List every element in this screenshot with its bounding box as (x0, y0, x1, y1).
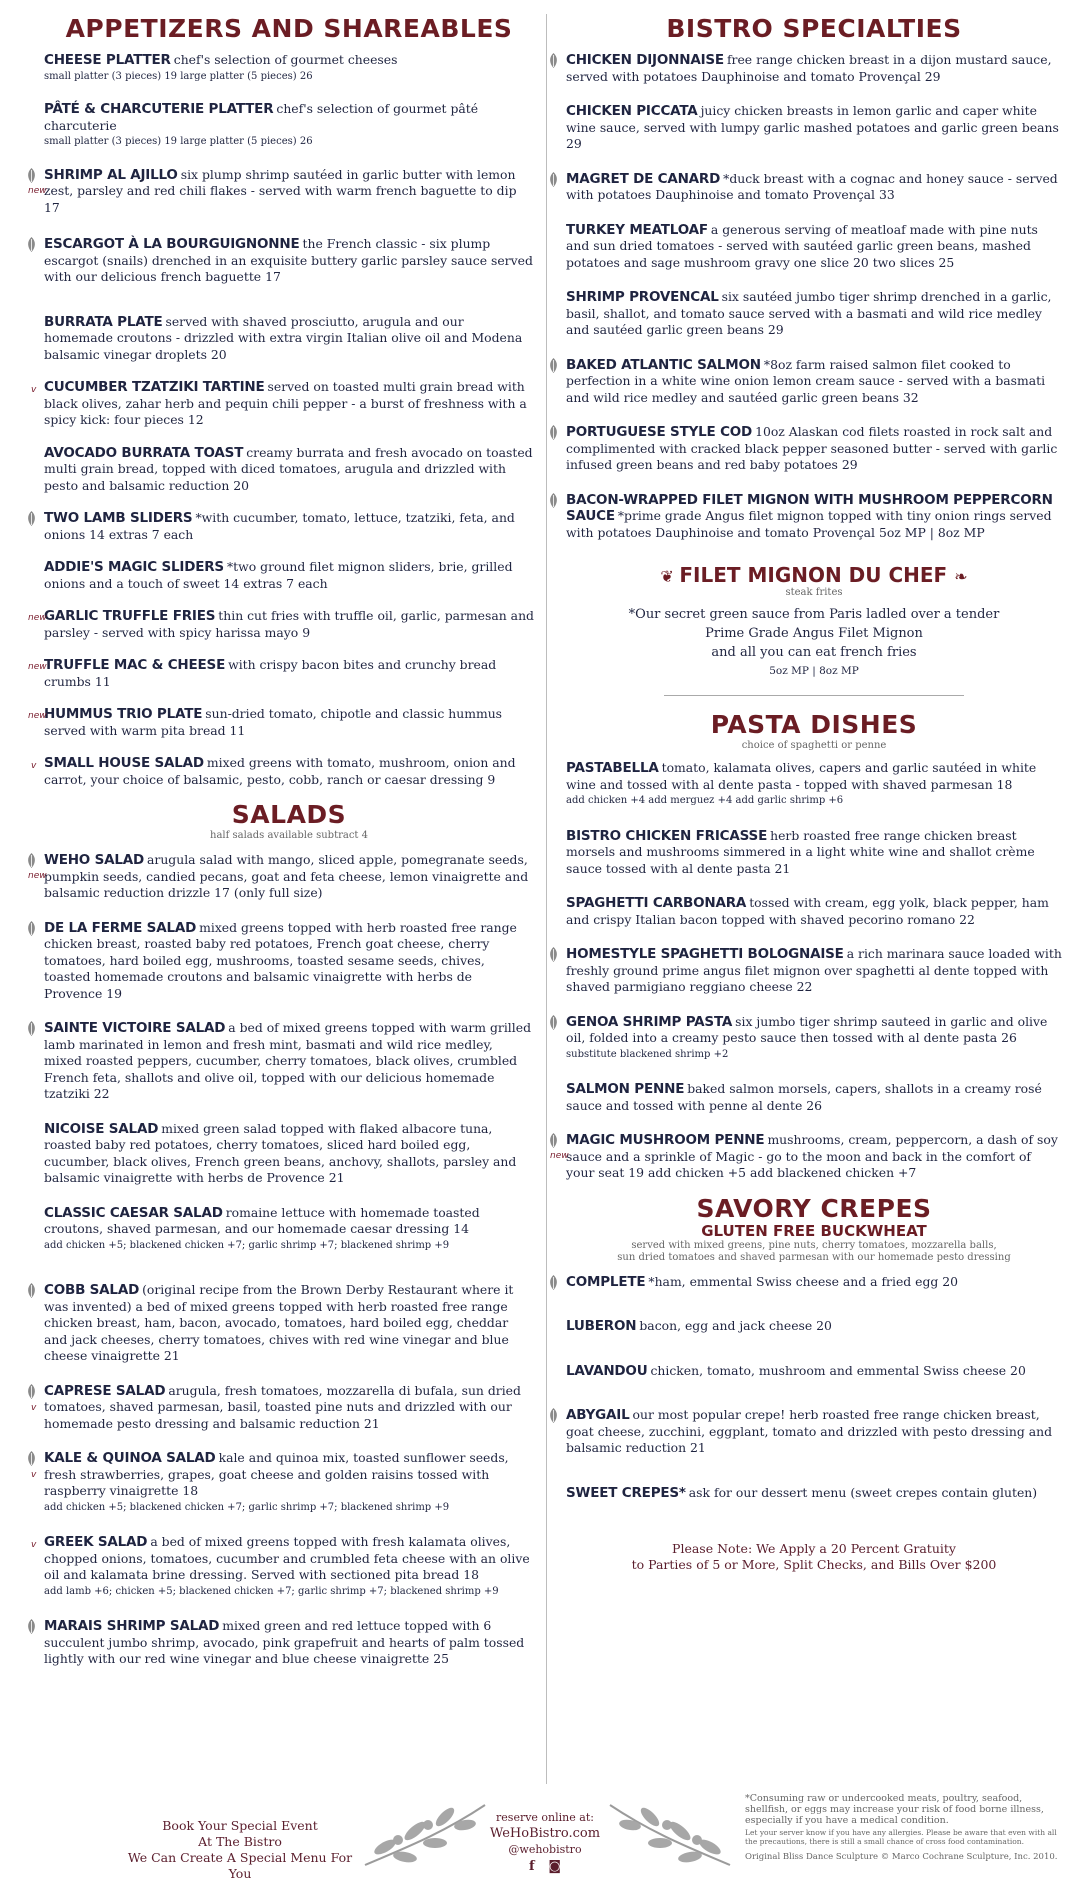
item-description: tossed with cream, egg yolk, black pepper, ham and crispy Italian bacon topped with shaved pecorino romano 22 (566, 895, 1049, 927)
divider (664, 695, 964, 696)
item-name: CLASSIC CAESAR SALAD (44, 1204, 223, 1221)
leaf-icon (27, 853, 36, 868)
item-description: creamy burrata and fresh avocado on toasted multi grain bread, topped with diced tomatoes, arugula and drizzled with pesto and balsamic reduction 20 (44, 444, 533, 493)
leaf-icon (27, 1451, 36, 1466)
item-extras: substitute blackened shrimp +2 (566, 1048, 729, 1060)
item-description: *ham, emmental Swiss cheese and a fried egg 20 (648, 1273, 959, 1289)
menu-item (566, 1274, 1062, 1291)
item-name: COMPLETE (566, 1273, 646, 1290)
item-description: tomato, kalamata olives, capers and garlic sautéed in white wine and tossed with al dente pasta - topped with shaved parmesan 18 (566, 760, 1037, 792)
item-name: WEHO SALAD (44, 852, 145, 868)
item-description: chef's selection of gourmet cheeses (173, 52, 398, 67)
new-icon: new (550, 1151, 569, 1161)
item-name: CHICKEN DIJONNAISE (566, 52, 724, 68)
menu-item (566, 492, 1062, 542)
vegetarian-icon: v (31, 1540, 37, 1550)
item-description: romaine lettuce with homemade toasted croutons, shaved parmesan, and our homemade caesar dressing 14 (44, 1204, 480, 1236)
filet-line: and all you can eat french fries (711, 645, 917, 660)
event-promo (120, 1818, 360, 1882)
allergy-text: Let your server know if you have any allergies. Please be aware that even with all the precautions, there is still a small chance of cross food contamination. (745, 1828, 1057, 1846)
olive-branch-icon (605, 1795, 735, 1875)
menu-item (31, 1534, 534, 1600)
menu-item (44, 52, 534, 85)
leaf-icon (549, 53, 558, 68)
filet-line: Prime Grade Angus Filet Mignon (705, 626, 923, 641)
menu-item (44, 1282, 534, 1365)
menu-item (566, 222, 1062, 272)
item-description: a bed of mixed greens topped with fresh kalamata olives, chopped onions, tomatoes, cucumber and crumbled feta cheese with an olive oil and kalamata brine dressing. Served with sectioned pita bread 18 (44, 1534, 530, 1582)
item-description: the French classic - six plump escargot (snails) drenched in an exquisite buttery garlic parsley sauce served with our delicious french baguette 17 (44, 236, 533, 284)
item-name: BAKED ATLANTIC SALMON (566, 356, 761, 373)
crepes-subtitle: sun dried tomatoes and shaved parmesan with our homemade pesto dressing (617, 1251, 1011, 1263)
disclaimer (745, 1793, 1065, 1863)
item-description: thin cut fries with truffle oil, garlic, parmesan and parsley - served with spicy harissa mayo 9 (44, 608, 534, 640)
menu-item (44, 236, 534, 286)
reservation-info (470, 1810, 620, 1875)
item-description: *two ground filet mignon sliders, brie, grilled onions and a touch of sweet 14 extras 7 each (44, 559, 513, 591)
menu-item (566, 357, 1062, 407)
item-description: *duck breast with a cognac and honey sauce - served with potatoes Dauphinoise and tomato Provençal 33 (566, 170, 1058, 202)
item-description: baked salmon morsels, capers, shallots in a creamy rosé sauce and tossed with penne al dente 26 (566, 1081, 1042, 1113)
menu-item (28, 608, 534, 641)
filet-subtitle: steak frites (785, 587, 843, 598)
right-column (550, 14, 1062, 1573)
menu-item (28, 706, 534, 739)
item-description: arugula, fresh tomatoes, mozzarella di bufala, sun dried tomatoes, shaved parmesan, basil, toasted pine nuts and drizzled with our homemade pesto dressing and balsamic reduction 21 (44, 1382, 521, 1431)
menu-item (550, 1132, 1062, 1182)
item-name: SALMON PENNE (566, 1081, 685, 1097)
item-name: MAGRET DE CANARD (566, 170, 721, 187)
item-name: LAVANDOU (566, 1362, 648, 1379)
menu-item (31, 1450, 534, 1516)
item-name: BISTRO CHICKEN FRICASSE (566, 827, 768, 844)
leaf-icon (27, 237, 36, 252)
item-name: SHRIMP AL AJILLO (44, 166, 178, 183)
item-description: six sautéed jumbo tiger shrimp drenched in a garlic, basil, shallot, and tomato sauce served with a basmati and wild rice medley and sautéed garlic green beans 29 (566, 289, 1052, 337)
menu-item (28, 852, 534, 902)
pasta-list (550, 760, 1062, 1182)
filet-title-text: FILET MIGNON DU CHEF (679, 563, 948, 587)
menu-item (28, 657, 534, 690)
scroll-ornament-left-icon: ❦ (660, 567, 680, 586)
menu-item (566, 1407, 1062, 1457)
item-name: COBB SALAD (44, 1282, 140, 1298)
item-description: mixed greens with tomato, mushroom, onion and carrot, your choice of balsamic, pesto, cobb, ranch or caesar dressing 9 (44, 755, 516, 787)
item-name: NICOISE SALAD (44, 1120, 159, 1137)
item-name: BURRATA PLATE (44, 313, 163, 330)
gratuity-line: to Parties of 5 or More, Split Checks, and Bills Over $200 (631, 1557, 997, 1572)
item-name: TRUFFLE MAC & CHEESE (44, 657, 226, 673)
item-description: free range chicken breast in a dijon mustard sauce, served with potatoes Dauphinoise and tomato Provençal 29 (566, 52, 1052, 84)
gratuity-note (566, 1541, 1062, 1573)
new-icon: new (28, 662, 47, 672)
item-description: a bed of mixed greens topped with warm grilled lamb marinated in lemon and fresh mint, basmati and wild rice medley, mixed roasted peppers, cucumber, cherry tomatoes, black olives, crumbled French feta, shallots and olive oil, topped with our delicious homemade tzatziki 22 (44, 1020, 531, 1101)
menu-item (566, 103, 1062, 153)
item-name: MAGIC MUSHROOM PENNE (566, 1132, 765, 1148)
leaf-icon (549, 1275, 558, 1290)
item-name: BACON-WRAPPED FILET MIGNON WITH MUSHROOM PEPPERCORN SAUCE (566, 491, 1053, 524)
item-description: six plump shrimp sautéed in garlic butter with lemon zest, parsley and red chili flakes - served with warm french baguette to dip 17 (44, 166, 517, 215)
item-name: AVOCADO BURRATA TOAST (44, 444, 244, 461)
leaf-icon (27, 168, 36, 183)
filet-line: *Our secret green sauce from Paris ladled over a tender (628, 607, 1000, 622)
vegetarian-icon: v (31, 1402, 37, 1413)
item-name: KALE & QUINOA SALAD (44, 1450, 216, 1466)
item-name: ADDIE'S MAGIC SLIDERS (44, 559, 224, 575)
filet-description (566, 605, 1062, 681)
new-icon: new (28, 613, 47, 623)
scroll-ornament-right-icon: ❧ (954, 567, 968, 586)
item-description: bacon, egg and jack cheese 20 (639, 1318, 832, 1333)
menu-item (44, 1121, 534, 1187)
item-description: arugula salad with mango, sliced apple, pomegranate seeds, pumpkin seeds, candied pecans, goat and feta cheese, lemon vinaigrette and balsamic reduction drizzle 17 (only full size) (44, 852, 529, 900)
menu-item (566, 52, 1062, 85)
menu-item (566, 895, 1062, 928)
item-name: PÂTÉ & CHARCUTERIE PLATTER (44, 101, 274, 117)
menu-item (44, 1618, 534, 1668)
item-description: herb roasted free range chicken breast morsels and mushrooms simmered in a light white wine and shallot crème sauce tossed with al dente pasta 21 (566, 827, 1035, 876)
item-name: CAPRESE SALAD (44, 1382, 166, 1399)
item-name: GENOA SHRIMP PASTA (566, 1013, 733, 1030)
item-description: *with cucumber, tomato, lettuce, tzatziki, feta, and onions 14 extras 7 each (44, 510, 515, 542)
pasta-title: PASTA DISHES (710, 710, 918, 739)
menu-item (44, 510, 534, 543)
item-name: SHRIMP PROVENCAL (566, 289, 719, 305)
appetizers-title: APPETIZERS AND SHAREABLES (65, 14, 513, 43)
item-description: mushrooms, cream, peppercorn, a dash of soy sauce and a sprinkle of Magic - go to the moon and back in the comfort of your seat 19 add chicken +5 add blackened chicken +7 (566, 1132, 1058, 1180)
item-name: SPAGHETTI CARBONARA (566, 895, 747, 911)
crepes-list (566, 1274, 1062, 1502)
menu-item (566, 1318, 1062, 1335)
filet-price: 5oz MP | 8oz MP (769, 665, 859, 677)
leaf-icon (549, 1015, 558, 1030)
leaf-icon (27, 1021, 36, 1036)
website-link[interactable]: WeHoBistro.com (489, 1826, 601, 1841)
menu-item (44, 314, 534, 364)
instagram-icon[interactable]: ◙ (548, 1859, 562, 1874)
item-description: chef's selection of gourmet pâté charcuterie (44, 101, 479, 133)
item-description: with crispy bacon bites and crunchy bread crumbs 11 (44, 657, 497, 689)
item-description: kale and quinoa mix, toasted sunflower seeds, fresh strawberries, grapes, goat cheese and golden raisins tossed with raspberry vinaigrette 18 (44, 1450, 509, 1498)
social-handle[interactable]: @wehobistro (508, 1843, 582, 1856)
item-extras: add lamb +6; chicken +5; blackened chicken +7; garlic shrimp +7; blackened shrimp +9 (44, 1585, 499, 1597)
menu-item (566, 171, 1062, 204)
item-name: CUCUMBER TZATZIKI TARTINE (44, 379, 265, 395)
item-name: SMALL HOUSE SALAD (44, 755, 204, 771)
leaf-icon (27, 1283, 36, 1298)
item-description: our most popular crepe! herb roasted free range chicken breast, goat cheese, zucchini, eggplant, tomato and drizzled with pesto dressing and balsamic reduction 21 (566, 1407, 1053, 1455)
item-name: SAINTE VICTOIRE SALAD (44, 1020, 226, 1036)
item-name: ESCARGOT À LA BOURGUIGNONNE (44, 236, 300, 252)
menu-item (44, 445, 534, 495)
leaf-icon (549, 493, 558, 508)
menu-item (566, 424, 1062, 474)
item-name: HOMESTYLE SPAGHETTI BOLOGNAISE (566, 946, 844, 962)
event-line: Book Your Special Event (162, 1818, 318, 1833)
leaf-icon (549, 947, 558, 962)
menu-item (44, 1020, 534, 1103)
item-description: 10oz Alaskan cod filets roasted in rock salt and complimented with cracked black pepper seasoned butter - served with garlic infused green beans and red baby potatoes 29 (566, 424, 1058, 472)
item-description: six jumbo tiger shrimp sauteed in garlic and olive oil, folded into a creamy pesto sauce then tossed with al dente pasta 26 (566, 1013, 1048, 1045)
menu-item (31, 755, 534, 788)
event-line: We Can Create A Special Menu For You (127, 1850, 353, 1881)
leaf-icon (549, 1133, 558, 1148)
item-name: GARLIC TRUFFLE FRIES (44, 608, 216, 624)
social-icons (470, 1858, 620, 1875)
item-name: CHEESE PLATTER (44, 52, 171, 68)
item-extras: add chicken +5; blackened chicken +7; garlic shrimp +7; blackened shrimp +9 (44, 1239, 450, 1251)
item-name: ABYGAIL (566, 1407, 630, 1423)
reserve-label: reserve online at: (496, 1811, 594, 1824)
item-name: PORTUGUESE STYLE COD (566, 424, 753, 440)
vegetarian-icon: v (31, 1470, 37, 1480)
item-description: mixed green and red lettuce topped with 6 succulent jumbo shrimp, avocado, pink grapefruit and hearts of palm tossed lightly with our red wine vinegar and blue cheese vinaigrette 25 (44, 1618, 525, 1666)
item-description: *prime grade Angus filet mignon topped with tiny onion rings served with potatoes Dauphinoise and tomato Provençal 5oz MP | 8oz MP (566, 508, 1052, 540)
crepes-title: SAVORY CREPES (696, 1193, 932, 1223)
item-name: LUBERON (566, 1318, 637, 1334)
menu-item (44, 920, 534, 1003)
item-name: HUMMUS TRIO PLATE (44, 706, 203, 722)
item-description: juicy chicken breasts in lemon garlic and caper white wine sauce, served with lumpy garlic mashed potatoes and garlic green beans 29 (566, 103, 1059, 151)
leaf-icon (549, 1408, 558, 1423)
item-name: GREEK SALAD (44, 1534, 148, 1550)
menu-item (566, 289, 1062, 339)
facebook-icon[interactable]: f (528, 1859, 535, 1874)
vegetarian-icon: v (31, 385, 37, 395)
menu-item (28, 166, 534, 217)
gratuity-line: Please Note: We Apply a 20 Percent Gratuity (672, 1541, 956, 1556)
salads-title: SALADS (231, 800, 347, 829)
filet-title (566, 563, 1062, 587)
item-name: CHICKEN PICCATA (566, 103, 698, 119)
crepes-subtitle: served with mixed greens, pine nuts, cherry tomatoes, mozzarella balls, (631, 1239, 997, 1251)
menu-item (566, 1081, 1062, 1114)
item-extras: small platter (3 pieces) 19 large platter (5 pieces) 26 (44, 136, 313, 147)
item-extras: small platter (3 pieces) 19 large platter (5 pieces) 26 (44, 70, 313, 82)
crepes-title2: GLUTEN FREE BUCKWHEAT (701, 1221, 927, 1240)
vegetarian-icon: v (31, 761, 37, 771)
credit-text: Original Bliss Dance Sculpture © Marco Cochrane Sculpture, Inc. 2010. (745, 1852, 1058, 1862)
new-icon: new (28, 871, 47, 881)
leaf-icon (27, 511, 36, 526)
leaf-icon (27, 1384, 36, 1399)
item-description: served with shaved prosciutto, arugula and our homemade croutons - drizzled with extra virgin Italian olive oil and Modena balsamic vinegar droplets 20 (44, 313, 523, 362)
menu-item (566, 1014, 1062, 1064)
left-column (28, 14, 534, 1668)
item-extras: add chicken +4 add merguez +4 add garlic shrimp +6 (566, 795, 844, 806)
menu-item (566, 946, 1062, 996)
item-description: mixed green salad topped with flaked albacore tuna, roasted baby red potatoes, cherry tomatoes, sliced hard boiled egg, cucumber, black olives, French green beans, anchovy, shallots, parsley and balsamic vinaigrette with herbs de Provence 21 (44, 1120, 517, 1185)
leaf-icon (27, 1619, 36, 1634)
menu-item (566, 828, 1062, 878)
item-name: SWEET CREPES* (566, 1484, 686, 1501)
menu-item (44, 1205, 534, 1255)
item-name: TURKEY MEATLOAF (566, 221, 708, 238)
menu-item (566, 1485, 1062, 1502)
item-description: *8oz farm raised salmon filet cooked to perfection in a white wine onion lemon cream sauce - served with a basmati and wild rice medley and sautéed garlic green beans 32 (566, 356, 1046, 405)
item-description: ask for our dessert menu (sweet crepes contain gluten) (688, 1484, 1038, 1500)
disclaimer-text: *Consuming raw or undercooked meats, poultry, seafood, shellfish, or eggs may increase your risk of food borne illness, especially if you have a medical condition. (745, 1793, 1044, 1826)
item-name: MARAIS SHRIMP SALAD (44, 1618, 220, 1634)
bistro-title: BISTRO SPECIALTIES (666, 14, 962, 43)
item-name: TWO LAMB SLIDERS (44, 510, 193, 526)
menu-item (566, 1363, 1062, 1380)
menu-item (44, 559, 534, 592)
leaf-icon (27, 921, 36, 936)
menu-item (44, 101, 534, 151)
item-description: a rich marinara sauce loaded with freshly ground prime angus filet mignon over spaghetti al dente topped with shaved parmigiano reggiano cheese 22 (566, 946, 1062, 994)
new-icon: new (28, 711, 47, 721)
pasta-subtitle: choice of spaghetti or penne (741, 740, 887, 751)
item-description: a generous serving of meatloaf made with pine nuts and sun dried tomatoes - served with sautéed garlic green beans, mashed potatoes and sage mushroom gravy one slice 20 two slices 25 (566, 221, 1038, 270)
leaf-icon (549, 425, 558, 440)
column-divider (546, 14, 547, 1784)
menu-item (31, 379, 534, 429)
item-description: (original recipe from the Brown Derby Restaurant where it was invented) a bed of mixed greens topped with herb roasted free range chicken breast, ham, bacon, avocado, tomatoes, hard boiled egg, cheddar and jack cheeses, cherry tomatoes, chives with red wine vinegar and blue cheese vinaigrette 21 (44, 1282, 514, 1363)
item-description: served on toasted multi grain bread with black olives, zahar herb and pequin chili pepper - a burst of freshness with a spicy kick: four pieces 12 (44, 379, 527, 427)
item-description: mixed greens topped with herb roasted free range chicken breast, roasted baby red potatoes, French goat cheese, cherry tomatoes, hard boiled egg, mushrooms, toasted sesame seeds, chives, toasted homemade croutons and balsamic vinaigrette with herbs de Provence 19 (44, 919, 517, 1001)
new-icon: new (28, 185, 47, 196)
salads-list (28, 852, 534, 1668)
event-line: At The Bistro (198, 1834, 282, 1849)
item-description: chicken, tomato, mushroom and emmental Swiss cheese 20 (650, 1362, 1026, 1378)
bistro-list (566, 52, 1062, 541)
filet-section (566, 563, 1062, 696)
item-name: DE LA FERME SALAD (44, 919, 197, 936)
item-extras: add chicken +5; blackened chicken +7; garlic shrimp +7; blackened shrimp +9 (44, 1501, 450, 1513)
appetizers-list (28, 52, 534, 788)
item-description: sun-dried tomato, chipotle and classic hummus served with warm pita bread 11 (44, 706, 503, 738)
menu-item (31, 1382, 534, 1433)
salads-subtitle: half salads available subtract 4 (210, 830, 368, 841)
leaf-icon (549, 172, 558, 187)
item-name: PASTABELLA (566, 760, 659, 776)
menu-item (566, 760, 1062, 810)
leaf-icon (549, 358, 558, 373)
